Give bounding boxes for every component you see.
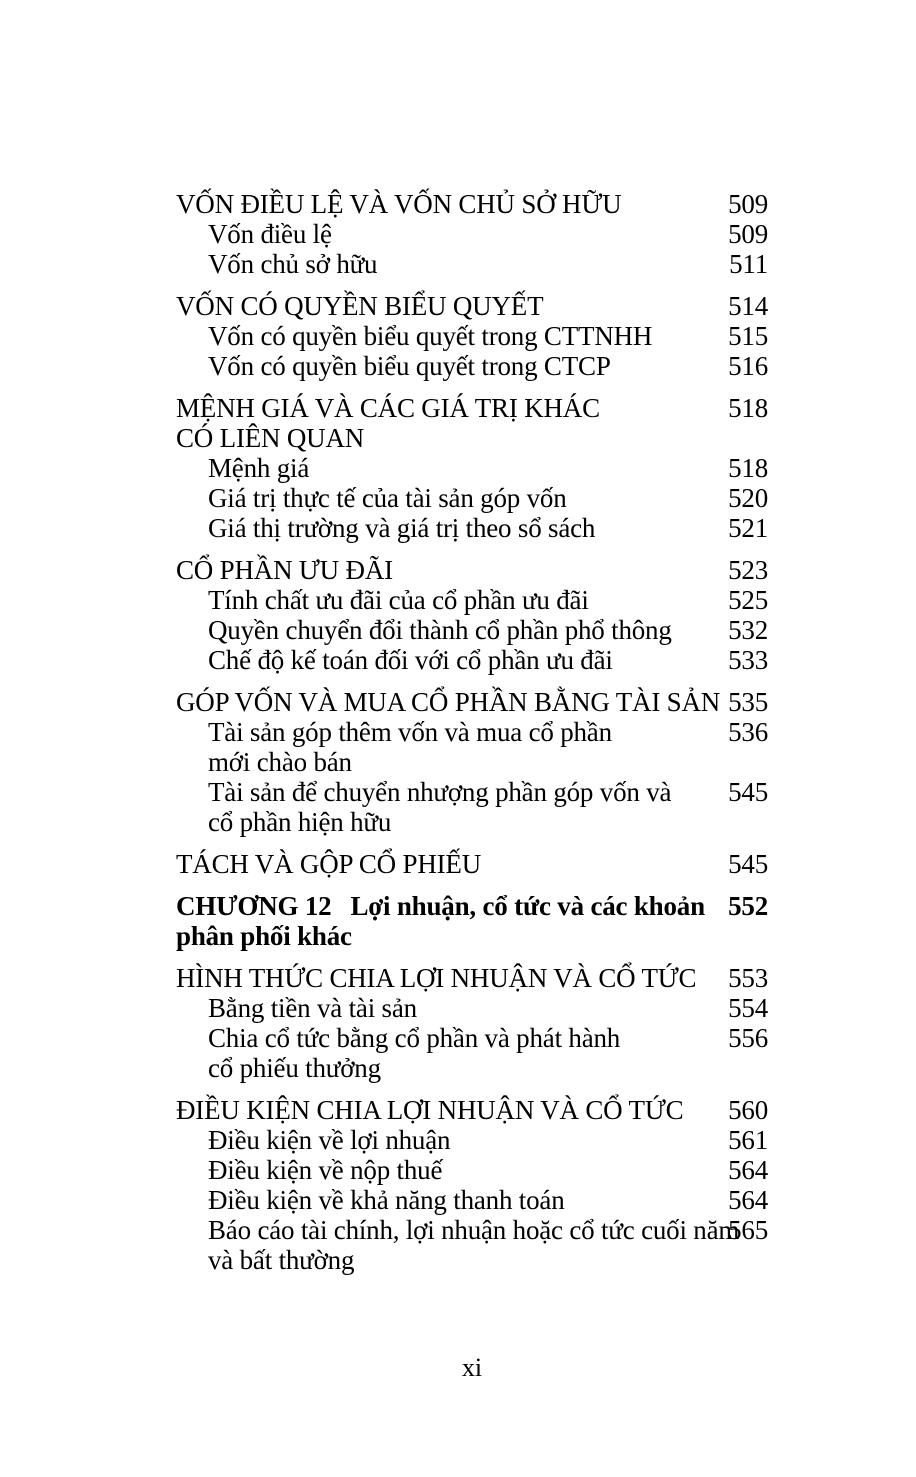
toc-entry-page: 552 <box>728 891 768 921</box>
toc-entry-line: Điều kiện về khả năng thanh toán <box>208 1185 565 1215</box>
toc-entry-line: Mệnh giá <box>208 453 310 483</box>
toc-entry-line: cổ phần hiện hữu <box>208 807 392 837</box>
toc-entry-sub <box>176 249 768 279</box>
toc-entry-page: 511 <box>729 249 768 279</box>
toc-entry-title <box>176 291 722 321</box>
toc-entry-page: 523 <box>728 555 768 585</box>
toc-entry-sub <box>176 1185 768 1215</box>
toc-entry-section <box>176 291 768 321</box>
toc-entry-title <box>176 849 722 879</box>
toc-entry-line: Quyền chuyển đổi thành cổ phần phổ thông <box>208 615 672 645</box>
toc-entry-line: MỆNH GIÁ VÀ CÁC GIÁ TRỊ KHÁC <box>176 393 600 423</box>
toc-entry-line: VỐN CÓ QUYỀN BIỂU QUYẾT <box>176 291 544 321</box>
toc-entry-title <box>176 555 722 585</box>
toc-entry-line: HÌNH THỨC CHIA LỢI NHUẬN VÀ CỔ TỨC <box>176 963 697 993</box>
toc-entry-page: 545 <box>728 777 768 807</box>
toc-chapter-title <box>176 891 722 951</box>
toc-entry-title <box>176 1215 740 1275</box>
toc-entry-line: VỐN ĐIỀU LỆ VÀ VỐN CHỦ SỞ HỮU <box>176 189 622 219</box>
toc-entry-line: Vốn chủ sở hữu <box>208 249 378 279</box>
toc-entry-sub <box>176 615 768 645</box>
toc-entry-page: 535 <box>728 687 768 717</box>
toc-entry-title <box>176 717 722 777</box>
toc-entry-page: 536 <box>728 717 768 747</box>
toc-entry-title <box>176 993 722 1023</box>
toc-entry-line: Tài sản để chuyển nhượng phần góp vốn và <box>208 777 672 807</box>
toc-entry-title <box>176 1023 722 1083</box>
toc-entry-line: Giá trị thực tế của tài sản góp vốn <box>208 483 567 513</box>
toc-entry-section <box>176 555 768 585</box>
toc-entry-title <box>176 963 722 993</box>
toc-entry-line: Vốn điều lệ <box>208 219 332 249</box>
toc-entry-sub <box>176 993 768 1023</box>
toc-entry-page: 532 <box>728 615 768 645</box>
toc-entry-line: Chia cổ tức bằng cổ phần và phát hành <box>208 1023 621 1053</box>
table-of-contents <box>176 189 768 1275</box>
toc-entry-section <box>176 189 768 219</box>
toc-entry-page: 518 <box>728 453 768 483</box>
toc-entry-title <box>176 513 722 543</box>
toc-entry-line: Báo cáo tài chính, lợi nhuận hoặc cổ tức cuối năm <box>208 1215 740 1245</box>
toc-entry-page: 545 <box>728 849 768 879</box>
toc-entry-title <box>176 645 722 675</box>
toc-entry-title <box>176 1095 722 1125</box>
toc-entry-title <box>176 453 722 483</box>
toc-entry-page: 514 <box>728 291 768 321</box>
toc-entry-line: mới chào bán <box>208 747 352 777</box>
toc-entry-line: Tính chất ưu đãi của cổ phần ưu đãi <box>208 585 589 615</box>
toc-entry-sub <box>176 321 768 351</box>
toc-entry-title <box>176 615 722 645</box>
toc-entry-sub <box>176 483 768 513</box>
toc-entry-section <box>176 393 768 453</box>
toc-entry-page: 553 <box>728 963 768 993</box>
toc-entry-page: 533 <box>728 645 768 675</box>
toc-entry-page: 560 <box>728 1095 768 1125</box>
toc-entry-page: 525 <box>728 585 768 615</box>
toc-entry-title <box>176 483 722 513</box>
toc-entry-page: 520 <box>728 483 768 513</box>
chapter-title-text: Lợi nhuận, cổ tức và các khoản <box>350 891 705 921</box>
folio-page-number: xi <box>461 1353 483 1382</box>
toc-entry-sub <box>176 645 768 675</box>
toc-entry-line: ĐIỀU KIỆN CHIA LỢI NHUẬN VÀ CỔ TỨC <box>176 1095 684 1125</box>
toc-entry-title <box>176 1185 722 1215</box>
toc-entry-sub <box>176 585 768 615</box>
toc-entry-page: 516 <box>728 351 768 381</box>
toc-entry-section <box>176 963 768 993</box>
toc-entry-page: 565 <box>728 1215 768 1245</box>
toc-entry-section <box>176 687 768 717</box>
toc-entry-title <box>176 219 722 249</box>
toc-entry-sub <box>176 351 768 381</box>
toc-entry-sub <box>176 717 768 777</box>
toc-entry-title <box>176 249 722 279</box>
chapter-number: CHƯƠNG 12 <box>176 891 332 921</box>
toc-entry-title <box>176 585 722 615</box>
toc-entry-line: TÁCH VÀ GỘP CỔ PHIẾU <box>176 849 482 879</box>
toc-entry-line: Vốn có quyền biểu quyết trong CTCP <box>208 351 611 381</box>
toc-entry-section <box>176 1095 768 1125</box>
toc-entry-title <box>176 189 722 219</box>
toc-entry-page: 564 <box>728 1185 768 1215</box>
toc-entry-line: Vốn có quyền biểu quyết trong CTTNHH <box>208 321 653 351</box>
toc-entry-title <box>176 1125 722 1155</box>
toc-entry-page: 509 <box>728 219 768 249</box>
toc-entry-line: Giá thị trường và giá trị theo sổ sách <box>208 513 596 543</box>
toc-entry-line: CỔ PHẦN ƯU ĐÃI <box>176 555 393 585</box>
toc-entry-title <box>176 393 722 453</box>
toc-entry-line: Điều kiện về lợi nhuận <box>208 1125 451 1155</box>
toc-entry-title <box>176 321 722 351</box>
toc-entry-sub <box>176 453 768 483</box>
toc-entry-line: Tài sản góp thêm vốn và mua cổ phần <box>208 717 612 747</box>
toc-entry-title <box>176 351 722 381</box>
toc-entry-sub <box>176 777 768 837</box>
toc-entry-section <box>176 849 768 879</box>
toc-entry-page: 556 <box>728 1023 768 1053</box>
toc-entry-line: phân phối khác <box>176 921 352 951</box>
toc-entry-sub <box>176 219 768 249</box>
toc-entry-page: 564 <box>728 1155 768 1185</box>
toc-entry-line: Bằng tiền và tài sản <box>208 993 417 1023</box>
toc-entry-line: Chế độ kế toán đối với cổ phần ưu đãi <box>208 645 613 675</box>
toc-entry-page: 518 <box>728 393 768 423</box>
toc-entry-sub <box>176 1125 768 1155</box>
toc-entry-sub <box>176 1155 768 1185</box>
toc-entry-page: 554 <box>728 993 768 1023</box>
toc-entry-title <box>176 777 722 837</box>
toc-entry-page: 521 <box>728 513 768 543</box>
toc-entry-chapter <box>176 891 768 951</box>
toc-entry-line: Điều kiện về nộp thuế <box>208 1155 443 1185</box>
toc-entry-line: và bất thường <box>208 1245 355 1275</box>
toc-entry-page: 515 <box>728 321 768 351</box>
toc-entry-sub <box>176 1023 768 1083</box>
toc-entry-title <box>176 1155 722 1185</box>
toc-entry-sub <box>176 513 768 543</box>
toc-entry-line: cổ phiếu thưởng <box>208 1053 381 1083</box>
toc-entry-sub <box>176 1215 768 1275</box>
toc-entry-line <box>176 891 722 921</box>
toc-entry-page: 509 <box>728 189 768 219</box>
toc-entry-line: CÓ LIÊN QUAN <box>176 423 365 453</box>
toc-entry-page: 561 <box>728 1125 768 1155</box>
toc-entry-title <box>176 687 722 717</box>
toc-entry-line: GÓP VỐN VÀ MUA CỔ PHẦN BẰNG TÀI SẢN <box>176 687 721 717</box>
